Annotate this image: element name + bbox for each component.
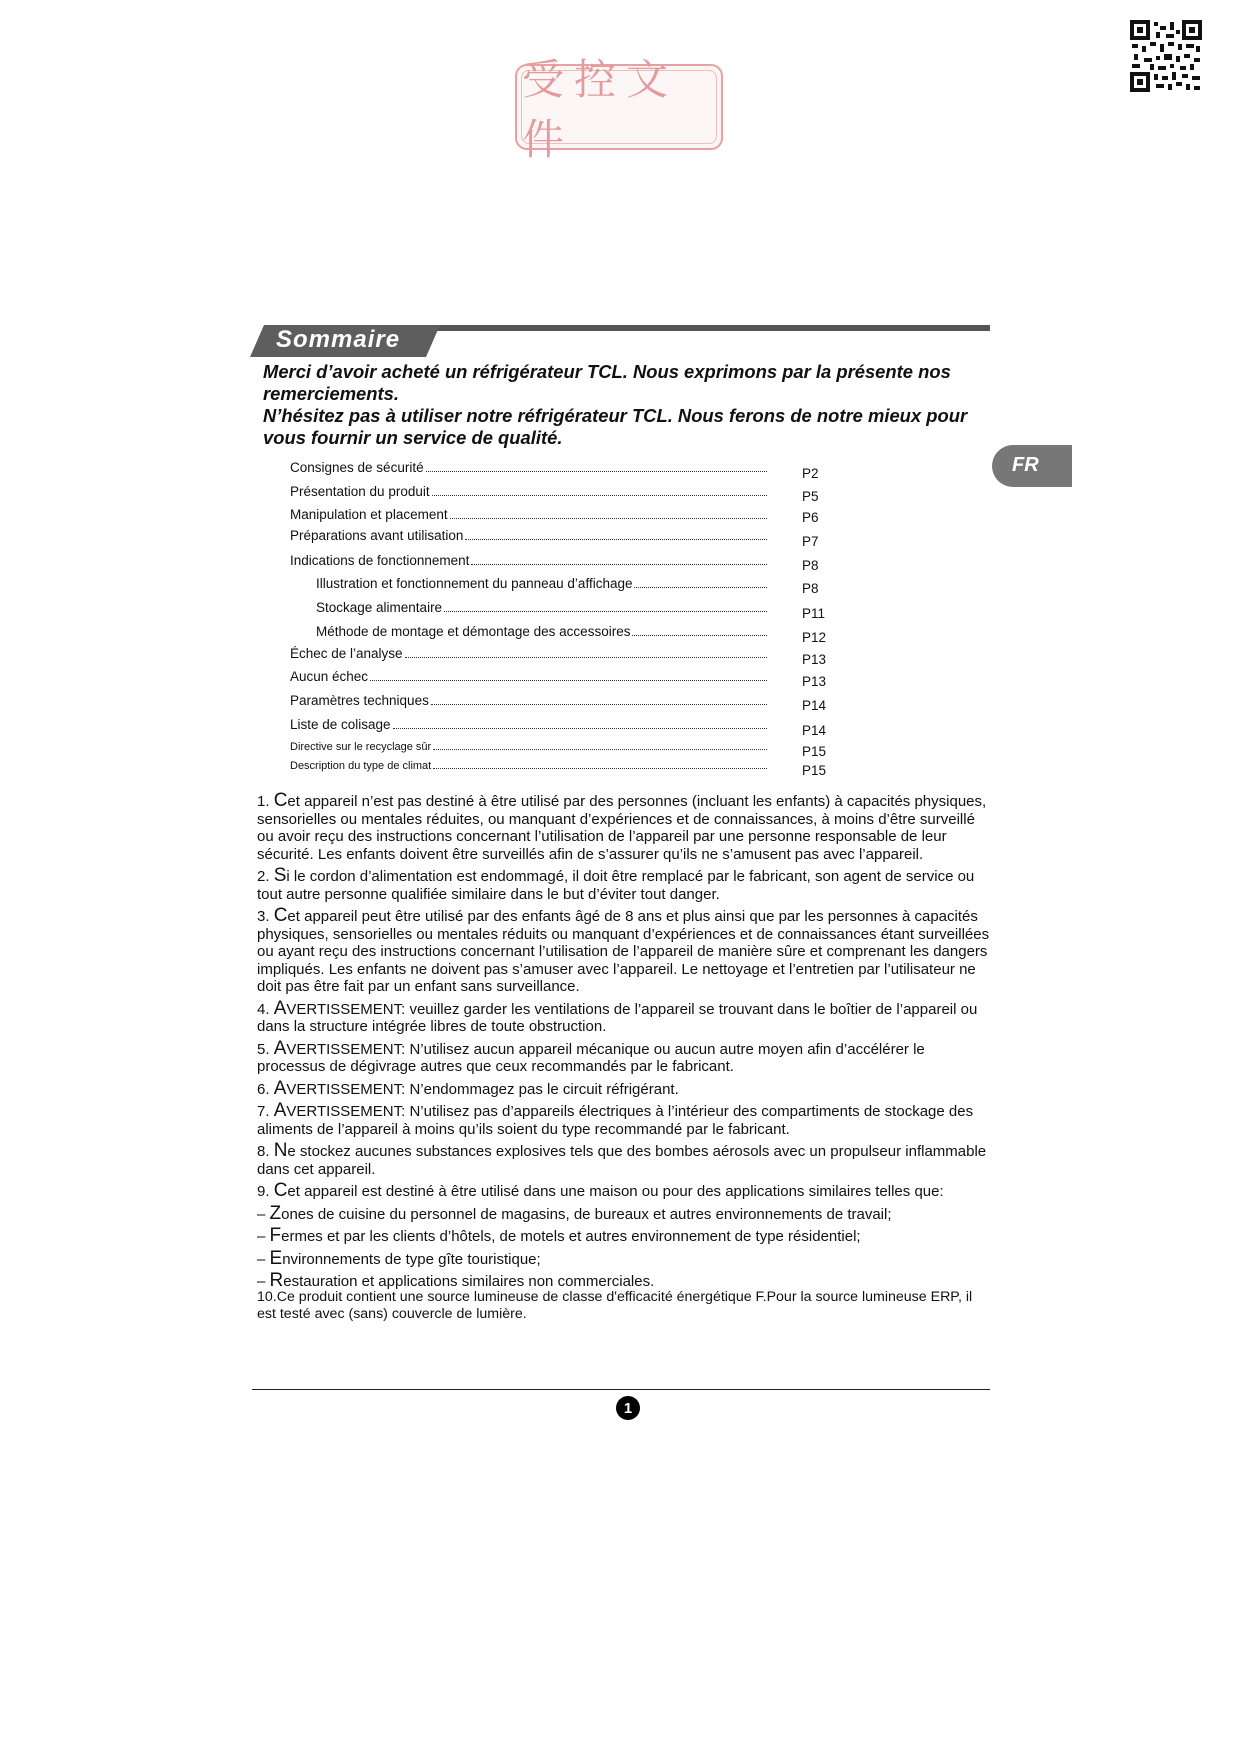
toc-label: Présentation du produit	[290, 484, 430, 499]
toc-page: P12	[802, 630, 827, 645]
toc-entry[interactable]	[290, 693, 767, 708]
toc-page: P8	[802, 581, 819, 596]
toc-entry[interactable]	[316, 576, 767, 591]
instruction-subitem: – Fermes et par les clients d’hôtels, de motels et autres environnement de type résidentiel;	[257, 1225, 861, 1246]
language-tab-label: FR	[1012, 454, 1039, 476]
toc-leader	[465, 539, 767, 540]
toc-label: Paramètres techniques	[290, 693, 429, 708]
toc-label: Consignes de sécurité	[290, 460, 424, 475]
toc-label: Aucun échec	[290, 669, 369, 684]
toc-entry[interactable]	[316, 600, 767, 615]
safety-instructions	[257, 792, 992, 1327]
toc-leader	[444, 611, 767, 612]
toc-leader	[426, 471, 767, 472]
toc-entry[interactable]	[290, 741, 767, 753]
instruction-item: 9. Cet appareil est destiné à être utilisé dans une maison ou pour des applications similaires telles que:	[257, 1180, 944, 1201]
instruction-item: 3. Cet appareil peut être utilisé par des enfants âgé de 8 ans et plus ainsi que par les personnes à capacités physiques, sensorielles ou mentales réduits ou manquant d’expériences et de connaissances étant surveillées ou ayant reçu des instructions concernant l’utilisation de l’appareil de manière sûre et comprenant les dangers impliqués. Les enfants ne doivent pas s’amuser avec l’appareil. Le nettoyage et l’entretien par l’utilisateur ne doit pas être fait par un enfant sans surveillance.	[257, 905, 990, 995]
toc-leader	[471, 564, 767, 565]
toc-entry[interactable]	[290, 646, 767, 661]
toc-page: P5	[802, 489, 819, 504]
toc-page: P2	[802, 466, 819, 481]
toc-leader	[433, 768, 767, 769]
toc-label: Directive sur le recyclage sûr	[290, 741, 432, 753]
toc-page: P15	[802, 763, 827, 778]
toc-label: Liste de colisage	[290, 717, 391, 732]
footer-rule	[252, 1389, 990, 1390]
toc-label: Manipulation et placement	[290, 507, 448, 522]
qr-code-icon	[1130, 20, 1202, 92]
instruction-item: 2. Si le cordon d’alimentation est endommagé, il doit être remplacé par le fabricant, son agent de service ou tout autre personne qualifiée similaire dans le but d’éviter tout danger.	[257, 865, 975, 903]
toc-page: P11	[802, 606, 826, 621]
toc-leader	[632, 635, 767, 636]
instruction-subitem: – Restauration et applications similaires non commerciales.	[257, 1270, 655, 1291]
toc-page: P8	[802, 558, 819, 573]
toc-entry[interactable]	[290, 553, 767, 568]
toc-leader	[450, 518, 767, 519]
instruction-item: 8. Ne stockez aucunes substances explosives tels que des bombes aérosols avec un propulseur inflammable dans cet appareil.	[257, 1140, 987, 1178]
toc-page: P14	[802, 698, 827, 713]
toc-leader	[405, 657, 767, 658]
intro-line-2: N’hésitez pas à utiliser notre réfrigérateur TCL. Nous ferons de notre mieux pour vous fournir un service de qualité.	[263, 405, 968, 448]
intro-line-1: Merci d’avoir acheté un réfrigérateur TCL. Nous exprimons par la présente nos remerciements.	[263, 361, 951, 404]
toc-entry[interactable]	[290, 507, 767, 522]
toc-leader	[370, 680, 767, 681]
toc-entry[interactable]	[290, 528, 767, 543]
toc-leader	[634, 587, 767, 588]
toc-label: Indications de fonctionnement	[290, 553, 470, 568]
page-title: Sommaire	[276, 326, 401, 353]
toc-label: Préparations avant utilisation	[290, 528, 464, 543]
instruction-item-10: 10.Ce produit contient une source lumineuse de classe d'efficacité énergétique F.Pour la source lumineuse ERP, il est testé avec (sans) couvercle de lumière.	[257, 1288, 973, 1322]
page-number: 1	[616, 1396, 640, 1420]
toc-entry[interactable]	[316, 624, 767, 639]
instruction-item: 6. AVERTISSEMENT: N’endommagez pas le circuit réfrigérant.	[257, 1077, 679, 1099]
toc-leader	[432, 495, 767, 496]
toc-page: P13	[802, 674, 827, 689]
toc-entry[interactable]	[290, 760, 767, 772]
instruction-item: 7. AVERTISSEMENT: N’utilisez pas d’appareils électriques à l’intérieur des compartiments de stockage des aliments de l’appareil à moins qu’ils soient du type recommandé par le fabricant.	[257, 1100, 974, 1138]
instruction-item: 4. AVERTISSEMENT: veuillez garder les ventilations de l’appareil se trouvant dans le boîtier de l’appareil ou dans la structure intégrée libres de toute obstruction.	[257, 997, 978, 1035]
intro-text	[263, 361, 983, 449]
toc-label: Description du type de climat	[290, 760, 432, 772]
toc-entry[interactable]	[290, 460, 767, 475]
toc-label: Stockage alimentaire	[316, 600, 443, 615]
instruction-item: 1. Cet appareil n’est pas destiné à être utilisé par des personnes (incluant les enfants) à capacités physiques, sensorielles ou mentales réduites, ou manquant d’expériences et de connaissances, à moins d’être surveillé ou avoir reçu des instructions concernant l’utilisation de l’appareil par une personne responsable de leur sécurité. Les enfants doivent être surveillés afin de s’assurer qu’ils ne s’amusent pas avec l’appareil.	[257, 790, 987, 863]
toc-page: P14	[802, 723, 827, 738]
toc-entry[interactable]	[290, 669, 767, 684]
toc-entry[interactable]	[290, 484, 767, 499]
toc-label: Échec de l’analyse	[290, 646, 403, 661]
toc-leader	[431, 704, 767, 705]
toc-leader	[433, 749, 767, 750]
toc-page: P6	[802, 510, 819, 525]
stamp-text: 受控文件	[521, 70, 717, 144]
toc-label: Méthode de montage et démontage des accessoires	[316, 624, 631, 639]
toc-leader	[393, 728, 767, 729]
header-rule	[430, 325, 990, 331]
toc-label: Illustration et fonctionnement du panneau d’affichage	[316, 576, 633, 591]
toc-page: P13	[802, 652, 827, 667]
toc-page: P15	[802, 744, 827, 759]
controlled-document-stamp	[515, 55, 723, 164]
instruction-subitem: – Environnements de type gîte touristique;	[257, 1247, 541, 1269]
toc-page: P7	[802, 534, 819, 549]
toc-entry[interactable]	[290, 717, 767, 732]
instruction-item: 5. AVERTISSEMENT: N’utilisez aucun appareil mécanique ou aucun autre moyen afin d’accélérer le processus de dégivrage autres que ceux recommandés par le fabricant.	[257, 1037, 925, 1075]
instruction-subitem: – Zones de cuisine du personnel de magasins, de bureaux et autres environnements de travail;	[257, 1202, 892, 1224]
